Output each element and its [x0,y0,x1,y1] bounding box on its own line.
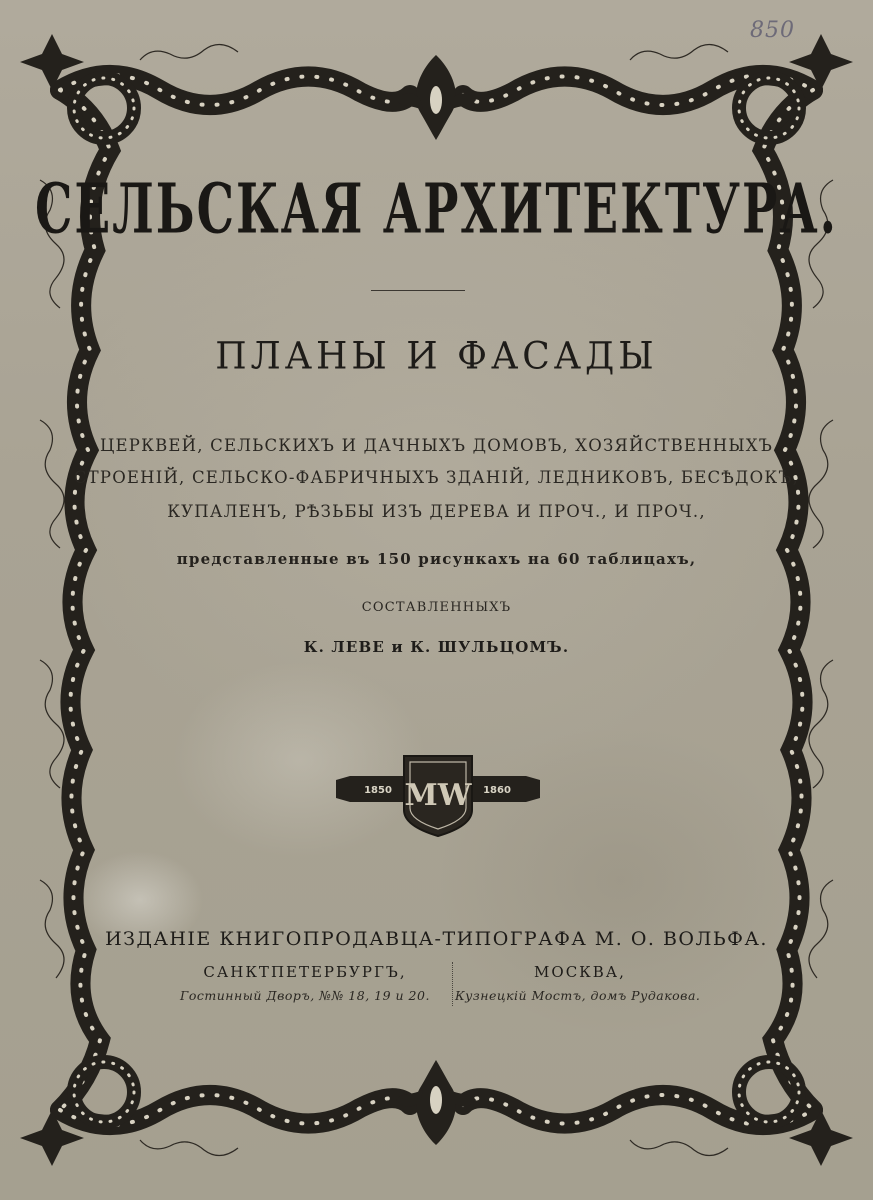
emblem-year-right: 1860 [483,785,511,796]
handwritten-catalog-number: 850 [750,18,795,43]
address-moscow: Кузнецкій Мостъ, домъ Рудакова. [455,988,701,1003]
publisher-line: ИЗДАНІЕ КНИГОПРОДАВЦА-ТИПОГРАФА М. О. ВОЛЬФА. [105,928,768,950]
compiled-by-label: СОСТАВЛЕННЫХЪ [361,600,512,615]
emblem-year-left: 1850 [364,785,392,796]
book-title: СЕЛЬСКАЯ АРХИТЕКТУРА. [35,170,838,250]
illustrations-note: представленные въ 150 рисункахъ на 60 таблицахъ, [176,550,697,568]
description-line-3: КУПАЛЕНЪ, РѢЗЬБЫ ИЗЪ ДЕРЕВА И ПРОЧ., И ПРОЧ., [167,502,706,521]
description-line-2: СТРОЕНІЙ, СЕЛЬСКО-ФАБРИЧНЫХЪ ЗДАНІЙ, ЛЕДНИКОВЪ, БЕСѢДОКЪ, [73,468,800,487]
emblem-shield [404,756,473,836]
city-moscow: МОСКВА, [534,963,626,981]
address-saint-petersburg: Гостинный Дворъ, №№ 18, 19 и 20. [180,988,430,1003]
authors: К. ЛЕВЕ и К. ШУЛЬЦОМЪ. [303,638,570,656]
emblem-monogram: MW [404,778,472,813]
description-line-1: ЦЕРКВЕЙ, СЕЛЬСКИХЪ И ДАЧНЫХЪ ДОМОВЪ, ХОЗЯЙСТВЕННЫХЪ [99,436,774,455]
city-saint-petersburg: САНКТПЕТЕРБУРГЪ, [203,963,407,981]
book-subtitle: ПЛАНЫ И ФАСАДЫ [215,334,658,379]
